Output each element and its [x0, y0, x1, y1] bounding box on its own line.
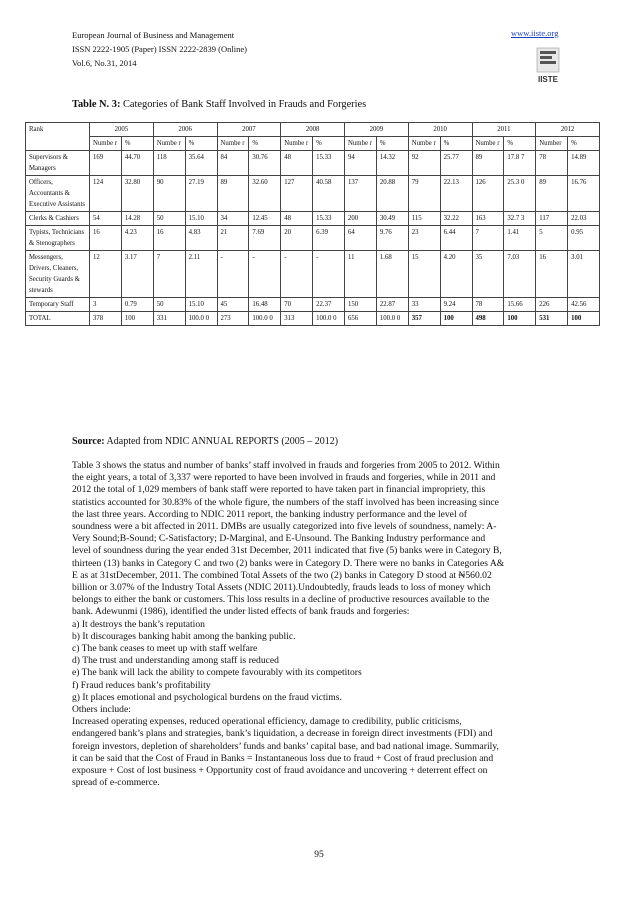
table-cell: 0.79: [121, 298, 153, 312]
table-cell: 656: [345, 312, 377, 326]
table-cell: 4.83: [185, 226, 217, 251]
table-cell: 40.58: [313, 176, 345, 212]
table-cell: 32.22: [440, 212, 472, 226]
column-subheader: Numbe r: [281, 137, 313, 151]
body-line: d) The trust and understanding among staff is reduced: [72, 655, 279, 667]
table-cell: 15.33: [313, 212, 345, 226]
table-cell: 78: [472, 298, 504, 312]
table-cell: 3.17: [121, 251, 153, 298]
column-subheader: Numbe r: [153, 137, 185, 151]
body-line: e) The bank will lack the ability to compete favourably with its competitors: [72, 667, 362, 679]
table-cell: 92: [408, 151, 440, 176]
table-cell: 45: [217, 298, 249, 312]
table-cell: 4.20: [440, 251, 472, 298]
body-line: soundness were a bit affected in 2011. DMBs are usually categorized into five levels of soundness, namely: A-: [72, 521, 497, 533]
row-label: Messengers, Drivers, Cleaners, Security Guards & stewards: [26, 251, 90, 298]
body-line: spread of e-commerce.: [72, 777, 160, 789]
table-cell: 14.28: [121, 212, 153, 226]
column-subheader: %: [121, 137, 153, 151]
table-cell: 100.0 0: [185, 312, 217, 326]
column-subheader: %: [568, 137, 600, 151]
table-cell: 226: [536, 298, 568, 312]
body-line: billion or 3.07% of the Industry Total Assets (NDIC 2011).Undoubtedly, frauds leads to loss of money which: [72, 582, 491, 594]
body-line: belongs to either the bank or customers. This loss results in a decline of productive resources available to the: [72, 594, 490, 606]
table-cell: 21: [217, 226, 249, 251]
table-cell: 89: [217, 176, 249, 212]
table-source: [72, 436, 338, 447]
table-cell: 7: [472, 226, 504, 251]
table-cell: 34: [217, 212, 249, 226]
row-label: Officers, Accountants & Executive Assistants: [26, 176, 90, 212]
table-cell: 200: [345, 212, 377, 226]
table-caption-label: Table N. 3:: [72, 99, 121, 110]
table-cell: 1.68: [376, 251, 408, 298]
column-subheader: %: [313, 137, 345, 151]
table-cell: 16: [536, 251, 568, 298]
table-cell: 117: [536, 212, 568, 226]
table-cell: 35: [472, 251, 504, 298]
body-line: it can be said that the Cost of Fraud in Banks = Instantaneous loss due to fraud + Cost of fraud preclusion and: [72, 752, 494, 764]
table-cell: 16: [153, 226, 185, 251]
table-cell: 115: [408, 212, 440, 226]
journal-header: [72, 28, 247, 70]
row-label: Temporary Staff: [26, 298, 90, 312]
year-header: 2009: [345, 123, 409, 137]
source-label: Source:: [72, 436, 105, 447]
table-cell: 126: [472, 176, 504, 212]
table-cell: 150: [345, 298, 377, 312]
body-line: a) It destroys the bank’s reputation: [72, 618, 205, 630]
year-header: 2012: [536, 123, 600, 137]
table-cell: 531: [536, 312, 568, 326]
year-header: 2008: [281, 123, 345, 137]
table-cell: 30.49: [376, 212, 408, 226]
column-subheader: %: [185, 137, 217, 151]
table-cell: 100: [440, 312, 472, 326]
table-cell: 22.13: [440, 176, 472, 212]
table-cell: 25.3 0: [504, 176, 536, 212]
table-cell: 3.01: [568, 251, 600, 298]
table-cell: 78: [536, 151, 568, 176]
table-cell: 7.69: [249, 226, 281, 251]
table-cell: 16.48: [249, 298, 281, 312]
table-cell: 331: [153, 312, 185, 326]
year-header: 2006: [153, 123, 217, 137]
table-cell: 64: [345, 226, 377, 251]
journal-title: European Journal of Business and Management: [72, 30, 235, 40]
table-cell: 498: [472, 312, 504, 326]
table-cell: 22.37: [313, 298, 345, 312]
row-label: TOTAL: [26, 312, 90, 326]
column-subheader: Numbe r: [90, 137, 122, 151]
table-cell: 70: [281, 298, 313, 312]
column-subheader: %: [504, 137, 536, 151]
column-subheader: Numbe r: [217, 137, 249, 151]
body-line: Very Sound;B-Sound; C-Satisfactory; D-Marginal, and E-Unsound. The Banking Industry performance and: [72, 533, 486, 545]
table-cell: 137: [345, 176, 377, 212]
table-cell: 25.77: [440, 151, 472, 176]
body-line: the last three years. According to NDIC 2011 report, the banking industry performance and the level of: [72, 508, 467, 520]
table-cell: -: [313, 251, 345, 298]
table-cell: 20: [281, 226, 313, 251]
body-line: level of soundness during the year ended 31st December, 2011 indicated that five (5) banks were in Category B,: [72, 545, 502, 557]
table-cell: 100.0 0: [249, 312, 281, 326]
table-cell: 100: [504, 312, 536, 326]
column-subheader: %: [440, 137, 472, 151]
table-cell: 32.80: [121, 176, 153, 212]
table-cell: 48: [281, 151, 313, 176]
table-cell: -: [217, 251, 249, 298]
table-cell: 2.11: [185, 251, 217, 298]
body-line: b) It discourages banking habit among the banking public.: [72, 630, 296, 642]
table-cell: 1.41: [504, 226, 536, 251]
body-line: 2012 the total of 1,029 members of bank staff were reported to have taken part in financial impropriety, this: [72, 484, 486, 496]
journal-issn: ISSN 2222-1905 (Paper) ISSN 2222-2839 (Online): [72, 44, 247, 54]
table-cell: 169: [90, 151, 122, 176]
column-subheader: Number: [536, 137, 568, 151]
table-row: [26, 312, 600, 326]
table-cell: 7.03: [504, 251, 536, 298]
table-cell: 9.24: [440, 298, 472, 312]
table-cell: 79: [408, 176, 440, 212]
table-cell: 118: [153, 151, 185, 176]
table-cell: 7: [153, 251, 185, 298]
year-header: 2005: [90, 123, 154, 137]
column-subheader: Numbe r: [472, 137, 504, 151]
body-line: foreign investors, depletion of shareholders’ funds and banks’ capital base, and bad national image. Summarily,: [72, 740, 499, 752]
body-line: endangered bank’s plans and strategies, bank’s liquidation, a decrease in foreign direct investments (FDI) and: [72, 728, 493, 740]
row-label: Clerks & Cashiers: [26, 212, 90, 226]
table-cell: 16.76: [568, 176, 600, 212]
table-cell: 3: [90, 298, 122, 312]
table-cell: 89: [536, 176, 568, 212]
body-line: exposure + Cost of lost business + Opportunity cost of fraud avoidance and uncovering + deterrent effect on: [72, 765, 488, 777]
table-cell: 100: [568, 312, 600, 326]
table-cell: 27.19: [185, 176, 217, 212]
table-row: [26, 298, 600, 312]
body-line: f) Fraud reduces bank’s profitability: [72, 679, 211, 691]
table-cell: 33: [408, 298, 440, 312]
fraud-staff-table: [25, 122, 600, 326]
iiste-logo: [531, 46, 565, 86]
table-cell: 84: [217, 151, 249, 176]
body-line: g) It places emotional and psychological burdens on the fraud victims.: [72, 691, 342, 703]
table-cell: 14.32: [376, 151, 408, 176]
table-cell: 22.03: [568, 212, 600, 226]
table-cell: 30.76: [249, 151, 281, 176]
body-line: bank. Adewunmi (1986), identified the under listed effects of bank frauds and forgeries:: [72, 606, 410, 618]
table-caption-text: Categories of Bank Staff Involved in Frauds and Forgeries: [120, 99, 367, 110]
table-cell: 100: [121, 312, 153, 326]
body-line: Others include:: [72, 704, 131, 716]
table-cell: 44.70: [121, 151, 153, 176]
body-line: Table 3 shows the status and number of banks’ staff involved in frauds and forgeries from 2005 to 2012. Within: [72, 460, 500, 471]
journal-url-link[interactable]: www.iiste.org: [511, 28, 559, 38]
table-cell: 357: [408, 312, 440, 326]
table-cell: 124: [90, 176, 122, 212]
column-subheader: %: [249, 137, 281, 151]
table-cell: 16: [90, 226, 122, 251]
table-cell: 5: [536, 226, 568, 251]
body-line: c) The bank ceases to meet up with staff welfare: [72, 643, 258, 655]
journal-volume: Vol.6, No.31, 2014: [72, 58, 137, 68]
table-caption: [72, 99, 366, 110]
table-cell: 4.23: [121, 226, 153, 251]
table-row: [26, 226, 600, 251]
table-cell: 6.44: [440, 226, 472, 251]
table-row: [26, 151, 600, 176]
source-text: Adapted from NDIC ANNUAL REPORTS (2005 – 2012): [104, 436, 339, 447]
rank-header: Rank: [26, 123, 90, 151]
table-row: [26, 176, 600, 212]
table-cell: 50: [153, 298, 185, 312]
column-subheader: %: [376, 137, 408, 151]
table-cell: 313: [281, 312, 313, 326]
year-header: 2010: [408, 123, 472, 137]
table-cell: 9.76: [376, 226, 408, 251]
table-cell: 12: [90, 251, 122, 298]
table-cell: 15.66: [504, 298, 536, 312]
table-cell: 23: [408, 226, 440, 251]
column-subheader: Numbe r: [408, 137, 440, 151]
table-row: [26, 251, 600, 298]
year-header: 2011: [472, 123, 536, 137]
body-line: Increased operating expenses, reduced operational efficiency, damage to credibility, public criticisms,: [72, 716, 462, 728]
row-label: Supervisors & Managers: [26, 151, 90, 176]
table-cell: 378: [90, 312, 122, 326]
table-cell: 6.39: [313, 226, 345, 251]
table-cell: 12.45: [249, 212, 281, 226]
table-cell: 11: [345, 251, 377, 298]
table-row: [26, 212, 600, 226]
table-cell: 15.33: [313, 151, 345, 176]
body-line: E as at 31stDecember, 2011. The combined Total Assets of the two (2) banks in Category D stood at ₦560.02: [72, 569, 492, 581]
table-cell: 32.7 3: [504, 212, 536, 226]
table-cell: -: [249, 251, 281, 298]
page-number: 95: [314, 850, 324, 860]
body-line: thirteen (13) banks in Category C and two (2) banks were in Category D. There were no banks in Categories A&: [72, 557, 505, 569]
table-cell: 100.0 0: [313, 312, 345, 326]
logo-text: IISTE: [537, 75, 559, 84]
table-cell: 273: [217, 312, 249, 326]
table-cell: 94: [345, 151, 377, 176]
table-cell: 90: [153, 176, 185, 212]
body-text: [72, 460, 572, 789]
table-cell: 35.64: [185, 151, 217, 176]
body-line: statistics accounted for 30.83% of the whole figure, the numbers of the staff involved has been increasing since: [72, 496, 499, 508]
table-cell: 14.89: [568, 151, 600, 176]
table-cell: 48: [281, 212, 313, 226]
table-cell: 100.0 0: [376, 312, 408, 326]
table-cell: -: [281, 251, 313, 298]
table-cell: 15.10: [185, 212, 217, 226]
year-header: 2007: [217, 123, 281, 137]
table-cell: 20.88: [376, 176, 408, 212]
table-cell: 89: [472, 151, 504, 176]
table-cell: 17.8 7: [504, 151, 536, 176]
table-cell: 42.56: [568, 298, 600, 312]
table-cell: 22.87: [376, 298, 408, 312]
body-line: the eight years, a total of 3,337 were reported to have been involved in frauds and forgeries, while in 2011 and: [72, 472, 496, 484]
table-cell: 54: [90, 212, 122, 226]
row-label: Typists, Technicians & Stenographers: [26, 226, 90, 251]
table-cell: 127: [281, 176, 313, 212]
table-cell: 0.95: [568, 226, 600, 251]
table-cell: 32.60: [249, 176, 281, 212]
table-cell: 50: [153, 212, 185, 226]
table-cell: 15.10: [185, 298, 217, 312]
table-cell: 163: [472, 212, 504, 226]
table-cell: 15: [408, 251, 440, 298]
column-subheader: Numbe r: [345, 137, 377, 151]
